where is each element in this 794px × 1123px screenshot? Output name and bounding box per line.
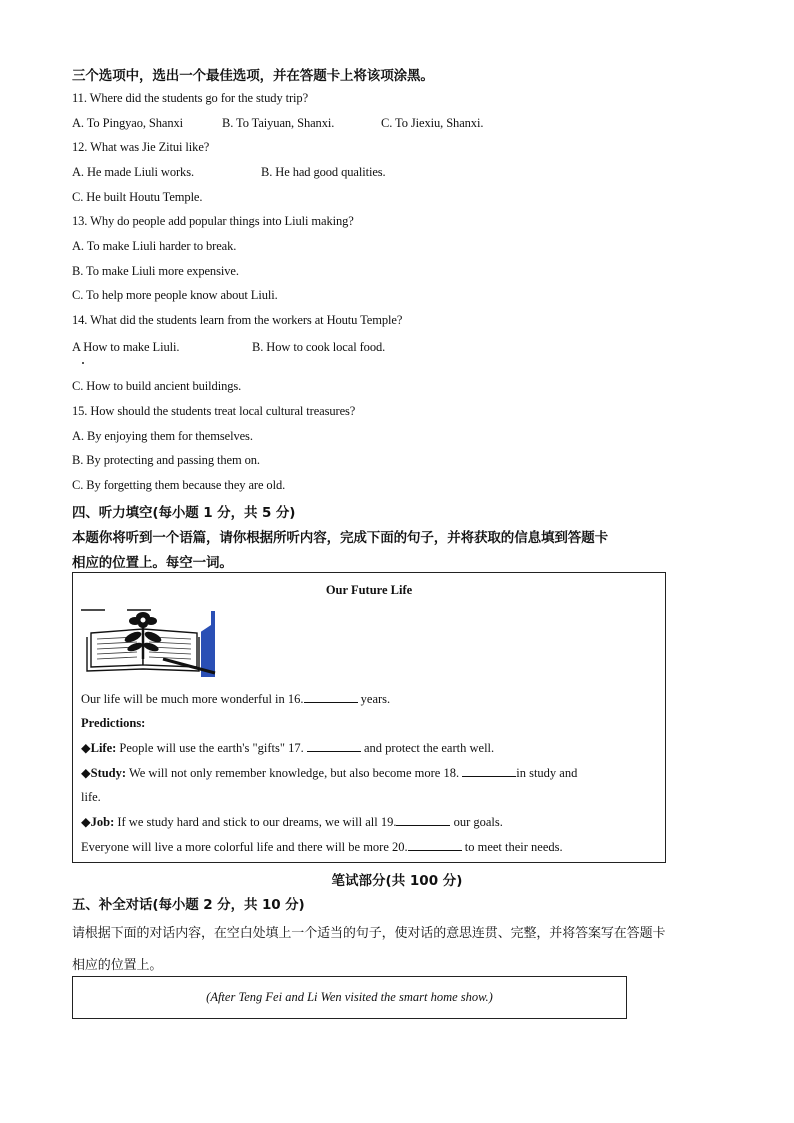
question-15: 15. How should the students treat local cultural treasures?: [72, 404, 356, 418]
question-14: 14. What did the students learn from the workers at Houtu Temple?: [72, 313, 403, 327]
option-a[interactable]: A. He made Liuli works.: [72, 165, 194, 179]
study-text-end: in study and: [516, 766, 578, 780]
last-text-end: to meet their needs.: [461, 840, 563, 854]
written-part-title: 笔试部分(共 100 分): [331, 873, 463, 889]
option-c[interactable]: C. To help more people know about Liuli.: [72, 288, 278, 302]
blank-18[interactable]: [462, 765, 516, 777]
box-line-18: [81, 765, 577, 781]
life-label: ◆Life:: [81, 741, 117, 755]
section4-instruction-1: 本题你将听到一个语篇，请你根据所听内容，完成下面的句子，并将获取的信息填到答题卡: [72, 530, 608, 546]
listening-box: [72, 572, 666, 863]
section5-title: 五、补全对话(每小题 2 分，共 10 分): [72, 897, 305, 913]
question-11-options: [72, 116, 484, 131]
question-12: 12. What was Jie Zitui like?: [72, 140, 210, 154]
box-line-17: [81, 740, 494, 756]
option-a[interactable]: A How to make Liuli.: [72, 340, 180, 354]
study-continued: life.: [81, 790, 101, 804]
book-flower-illustration: [81, 607, 217, 679]
section4-title: 四、听力填空(每小题 1 分，共 5 分): [72, 505, 296, 521]
box-line-19: [81, 814, 503, 830]
stray-dot: [82, 362, 84, 364]
blank-20[interactable]: [408, 839, 462, 851]
dialogue-context: (After Teng Fei and Li Wen visited the smart home show.): [206, 990, 493, 1004]
option-b[interactable]: B. He had good qualities.: [261, 165, 386, 179]
box-title: Our Future Life: [325, 583, 413, 597]
option-c[interactable]: C. To Jiexiu, Shanxi.: [381, 116, 484, 130]
option-b[interactable]: B. To Taiyuan, Shanxi.: [222, 116, 335, 130]
option-c[interactable]: C. How to build ancient buildings.: [72, 379, 242, 393]
option-a[interactable]: A. To make Liuli harder to break.: [72, 239, 237, 253]
box-line-16-text: Our life will be much more wonderful in 16.: [81, 692, 304, 706]
question-11: 11. Where did the students go for the study trip?: [72, 91, 309, 105]
question-13: 13. Why do people add popular things into Liuli making?: [72, 214, 354, 228]
blank-19[interactable]: [396, 814, 450, 826]
box-line-16: [81, 691, 390, 707]
box-line-20: [81, 839, 563, 855]
study-text: We will not only remember knowledge, but also become more 18.: [126, 766, 463, 780]
job-text: If we study hard and stick to our dreams, we will all 19.: [114, 815, 397, 829]
option-a[interactable]: A. To Pingyao, Shanxi: [72, 116, 184, 130]
last-text: Everyone will live a more colorful life and there will be more 20.: [81, 840, 408, 854]
option-b[interactable]: B. To make Liuli more expensive.: [72, 264, 239, 278]
option-b[interactable]: B. How to cook local food.: [252, 340, 386, 354]
question-14-options: [72, 340, 386, 355]
blank-17[interactable]: [307, 740, 361, 752]
option-a[interactable]: A. By enjoying them for themselves.: [72, 429, 253, 443]
predictions-label: Predictions:: [81, 716, 146, 730]
section4-instruction-2: 相应的位置上。每空一词。: [72, 555, 233, 571]
job-label: ◆Job:: [81, 815, 115, 829]
section5-instruction-1: 请根据下面的对话内容，在空白处填上一个适当的句子，使对话的意思连贯、完整，并将答案写在答题卡: [72, 926, 666, 941]
section5-instruction-2: 相应的位置上。: [72, 958, 163, 973]
option-c[interactable]: C. He built Houtu Temple.: [72, 190, 203, 204]
box-line-16-end: years.: [357, 692, 391, 706]
option-c[interactable]: C. By forgetting them because they are old.: [72, 478, 286, 492]
life-text-end: and protect the earth well.: [360, 741, 495, 755]
question-12-options: [72, 165, 386, 180]
option-b[interactable]: B. By protecting and passing them on.: [72, 453, 260, 467]
section3-instruction: 三个选项中，选出一个最佳选项，并在答题卡上将该项涂黑。: [72, 68, 434, 84]
blank-16[interactable]: [304, 691, 358, 703]
dialogue-context-box: [72, 976, 627, 1019]
study-label: ◆Study:: [81, 766, 127, 780]
job-text-end: our goals.: [450, 815, 503, 829]
life-text: People will use the earth's "gifts" 17.: [116, 741, 307, 755]
